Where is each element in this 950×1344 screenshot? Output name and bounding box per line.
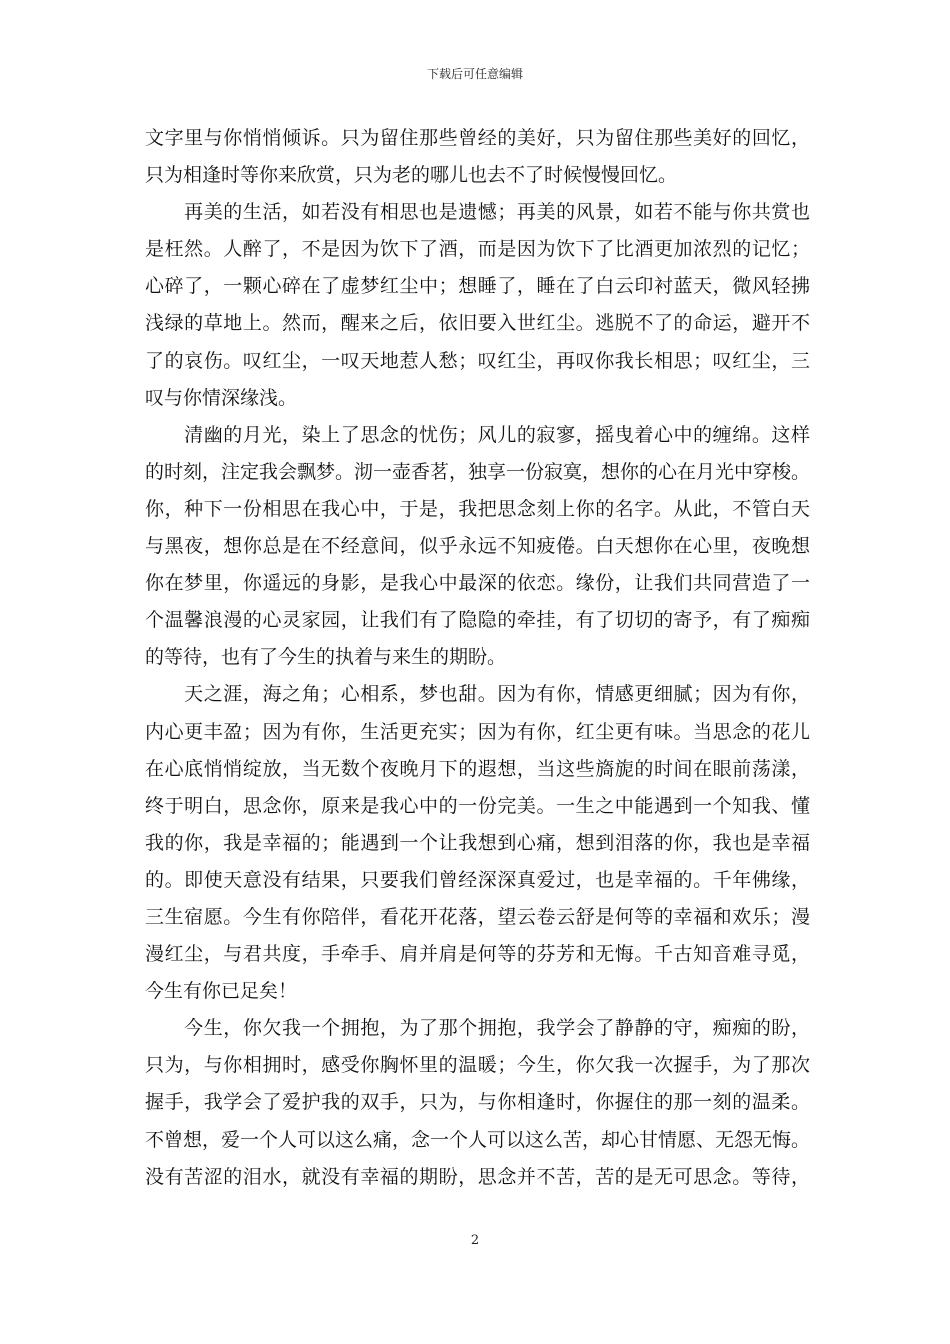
text-line: 天之涯，海之角；心相系，梦也甜。因为有你，情感更细腻；因为有你， [145,683,810,706]
text-line: 在心底悄悄绽放，当无数个夜晚月下的遐想，当这些旖旎的时间在眼前荡漾， [145,757,810,780]
text-line: 的等待，也有了今生的执着与来生的期盼。 [145,646,507,669]
text-line: 心碎了，一颗心碎在了虚梦红尘中；想睡了，睡在了白云印衬蓝天，微风轻拂 [145,275,810,298]
text-line: 握手，我学会了爱护我的双手，只为，与你相逢时，你握住的那一刻的温柔。 [145,1091,810,1114]
text-line: 今生，你欠我一个拥抱，为了那个拥抱，我学会了静静的守，痴痴的盼， [145,1017,810,1040]
page-number: 2 [470,1233,480,1248]
page-header: 下载后可任意编辑 [426,67,523,81]
text-line: 清幽的月光，染上了思念的忧伤；风儿的寂寥，摇曳着心中的缠绵。这样 [145,423,810,446]
document-body [145,120,810,1196]
text-line: 三生宿愿。今生有你陪伴，看花开花落，望云卷云舒是何等的幸福和欢乐；漫 [145,905,810,928]
text-line: 再美的生活，如若没有相思也是遗憾；再美的风景，如若不能与你共赏也 [145,201,810,224]
paragraph [145,1010,810,1195]
text-line: 不曾想，爱一个人可以这么痛，念一个人可以这么苦，却心甘情愿、无怨无悔。 [145,1128,811,1151]
text-line: 的。即使天意没有结果，只要我们曾经深深真爱过，也是幸福的。千年佛缘， [145,868,810,891]
text-line: 个温馨浪漫的心灵家园，让我们有了隐隐的牵挂，有了切切的寄予，有了痴痴 [145,609,810,632]
text-line: 的时刻，注定我会飘梦。沏一壶香茗，独享一份寂寞，想你的心在月光中穿梭。 [145,460,811,483]
text-line: 内心更丰盈；因为有你，生活更充实；因为有你，红尘更有味。当思念的花儿 [145,720,810,743]
text-line: 我的你，我是幸福的；能遇到一个让我想到心痛，想到泪落的你，我也是幸福 [145,831,810,854]
paragraph [145,417,810,677]
text-line: 你，种下一份相思在我心中，于是，我把思念刻上你的名字。从此，不管白天 [145,497,810,520]
text-line: 浅绿的草地上。然而，醒来之后，依旧要入世红尘。逃脱不了的命运，避开不 [145,312,810,335]
text-line: 只为相逢时等你来欣赏，只为老的哪儿也去不了时候慢慢回忆。 [145,164,678,187]
text-line: 了的哀伤。叹红尘，一叹天地惹人愁；叹红尘，再叹你我长相思；叹红尘，三 [145,349,810,372]
text-line: 与黑夜，想你总是在不经意间，似乎永远不知疲倦。白天想你在心里，夜晚想 [145,535,810,558]
paragraph [145,194,810,417]
paragraph [145,120,810,194]
text-line: 没有苦涩的泪水，就没有幸福的期盼，思念并不苦，苦的是无可思念。等待， [145,1165,810,1188]
paragraph [145,676,810,1010]
text-line: 今生有你已足矣！ [145,980,298,1003]
text-line: 叹与你情深缘浅。 [145,386,298,409]
text-line: 是枉然。人醉了，不是因为饮下了酒，而是因为饮下了比酒更加浓烈的记忆； [145,238,810,261]
text-line: 文字里与你悄悄倾诉。只为留住那些曾经的美好，只为留住那些美好的回忆， [145,127,810,149]
text-line: 漫红尘，与君共度，手牵手、肩并肩是何等的芬芳和无悔。千古知音难寻觅， [145,943,810,966]
text-line: 终于明白，思念你，原来是我心中的一份完美。一生之中能遇到一个知我、懂 [145,794,810,817]
text-line: 只为，与你相拥时，感受你胸怀里的温暖；今生，你欠我一次握手，为了那次 [145,1054,810,1077]
text-line: 你在梦里，你遥远的身影，是我心中最深的依恋。缘份，让我们共同营造了一 [145,572,810,595]
